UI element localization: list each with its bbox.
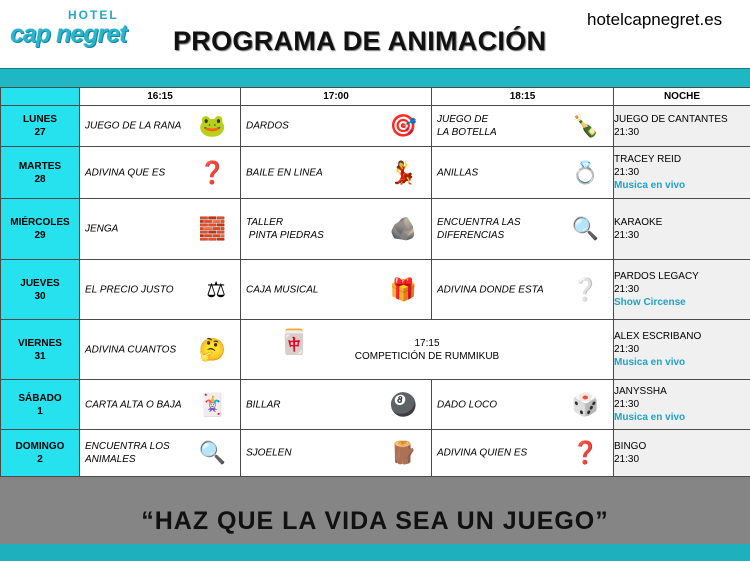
- activity-cell: [241, 430, 432, 477]
- day-number: 30: [34, 290, 46, 302]
- day-cell: [1, 430, 80, 477]
- noche-note: Musica en vivo: [614, 412, 686, 423]
- activity-label: ADIVINA QUE ES: [85, 167, 166, 178]
- slogan-band: [0, 477, 750, 544]
- activity-label: BILLAR: [246, 399, 281, 410]
- day-number: 27: [34, 127, 46, 138]
- day-name: LUNES: [23, 114, 57, 125]
- noche-act: BINGO: [614, 441, 647, 452]
- activity-cell: [80, 260, 241, 320]
- activity-cell: [80, 430, 241, 477]
- noche-note: Musica en vivo: [614, 357, 686, 368]
- activity-label: ENCUENTRA LAS DIFERENCIAS: [437, 217, 521, 241]
- magnifier-icon: 🔍: [198, 440, 226, 465]
- noche-cell: [614, 430, 750, 477]
- noche-act: TRACEY REID: [614, 154, 682, 165]
- table-row: [1, 320, 750, 380]
- noche-note: Show Circense: [614, 297, 686, 308]
- rummikub-tiles-icon: 🀄: [279, 329, 309, 356]
- col-header-1700: 17:00: [241, 88, 432, 106]
- noche-act: KARAOKE: [614, 217, 663, 228]
- activity-label: ADIVINA CUANTOS: [85, 344, 177, 355]
- schedule-table: [0, 87, 750, 477]
- header-teal-bar: [0, 68, 750, 88]
- activity-label: CAJA MUSICAL: [246, 284, 319, 295]
- gift-box-icon: 🎁: [389, 276, 417, 302]
- activity-cell: [432, 380, 614, 430]
- table-row: [1, 260, 750, 320]
- activity-cell: [241, 147, 432, 199]
- activity-cell: [241, 380, 432, 430]
- span-time: 17:15: [414, 337, 440, 349]
- activity-cell: [432, 106, 614, 147]
- day-name: SÁBADO: [18, 392, 62, 404]
- span-activity: COMPETICIÓN DE RUMMIKUB: [354, 350, 500, 362]
- day-number: 31: [34, 350, 46, 362]
- activity-cell: [432, 260, 614, 320]
- activity-cell: [432, 147, 614, 199]
- activity-label: ADIVINA DONDE ESTA: [437, 284, 544, 295]
- noche-time: 21:30: [614, 127, 640, 138]
- logo-name-text: cap negret: [10, 20, 127, 48]
- activity-cell-span: [241, 320, 614, 380]
- line-dancers-icon: 💃: [389, 159, 417, 185]
- corner-cell: [1, 88, 80, 106]
- noche-cell: [614, 380, 750, 430]
- sjoelen-board-icon: 🪵: [389, 440, 417, 465]
- question-mark-icon: ❓: [198, 159, 226, 185]
- activity-cell: [432, 430, 614, 477]
- noche-note: Musica en vivo: [614, 180, 686, 191]
- noche-time: 21:30: [614, 284, 640, 295]
- day-name: MARTES: [18, 160, 62, 172]
- noche-act: ALEX ESCRIBANO: [614, 331, 702, 342]
- dice-icon: 🎲: [571, 391, 599, 417]
- frog-icon: 🐸: [198, 113, 226, 138]
- span-label: [241, 337, 613, 363]
- noche-cell: [614, 147, 750, 199]
- day-cell: [1, 380, 80, 430]
- table-row: [1, 147, 750, 199]
- day-number: 1: [37, 405, 43, 417]
- day-cell: [1, 320, 80, 380]
- activity-cell: [241, 106, 432, 147]
- red-question-icon: ❓: [571, 440, 599, 465]
- green-question-icon: ❔: [571, 276, 599, 302]
- noche-cell: [614, 199, 750, 260]
- activity-label: TALLER PINTA PIEDRAS: [246, 217, 324, 241]
- day-cell: [1, 147, 80, 199]
- activity-label: EL PRECIO JUSTO: [85, 284, 174, 295]
- day-number: 28: [34, 173, 46, 185]
- activity-label: JENGA: [85, 223, 119, 235]
- confused-face-icon: 🤔: [198, 336, 226, 362]
- noche-time: 21:30: [614, 399, 640, 410]
- playing-cards-icon: 🃏: [198, 391, 226, 417]
- noche-cell: [614, 320, 750, 380]
- activity-label: SJOELEN: [246, 447, 292, 459]
- price-scale-icon: ⚖: [206, 276, 226, 302]
- website-text: hotelcapnegret.es: [587, 10, 723, 29]
- billiards-icon: 🎱: [389, 391, 417, 417]
- slogan-text: “HAZ QUE LA VIDA SEA UN JUEGO”: [141, 507, 609, 535]
- day-name: VIERNES: [18, 337, 62, 349]
- activity-cell: [241, 199, 432, 260]
- rings-icon: 💍: [571, 159, 599, 185]
- noche-cell: [614, 260, 750, 320]
- noche-time: 21:30: [614, 454, 640, 465]
- noche-time: 21:30: [614, 167, 640, 178]
- day-name: MIÉRCOLES: [10, 217, 70, 228]
- col-header-noche: NOCHE: [614, 88, 750, 106]
- col-header-1815: 18:15: [432, 88, 614, 106]
- activity-label: JUEGO DE LA RANA: [85, 120, 182, 132]
- activity-label: DARDOS: [246, 120, 289, 132]
- activity-label: ANILLAS: [437, 167, 479, 178]
- noche-cell: [614, 106, 750, 147]
- dartboard-icon: 🎯: [389, 113, 417, 138]
- col-header-1615: 16:15: [80, 88, 241, 106]
- logo-hotel-text: HOTEL: [68, 8, 119, 22]
- table-row: [1, 380, 750, 430]
- activity-cell: [432, 199, 614, 260]
- jenga-tower-icon: 🧱: [198, 216, 226, 241]
- footer-teal-bar: [0, 544, 750, 561]
- activity-label: CARTA ALTA O BAJA: [85, 399, 182, 410]
- noche-time: 21:30: [614, 344, 640, 355]
- table-row: [1, 430, 750, 477]
- day-cell: [1, 106, 80, 147]
- activity-label: ENCUENTRA LOS ANIMALES: [85, 441, 170, 465]
- activity-cell: [80, 380, 241, 430]
- noche-act: JANYSSHA: [614, 386, 667, 397]
- noche-act: JUEGO DE CANTANTES: [614, 114, 728, 125]
- hotel-logo: [10, 8, 155, 48]
- activity-cell: [80, 320, 241, 380]
- painted-stone-icon: 🪨: [389, 216, 417, 241]
- activity-label: JUEGO DE LA BOTELLA: [437, 114, 497, 138]
- activity-label: BAILE EN LINEA: [246, 167, 323, 178]
- table-header-row: [1, 88, 750, 106]
- noche-time: 21:30: [614, 230, 640, 241]
- table-row: [1, 106, 750, 147]
- activity-cell: [80, 199, 241, 260]
- day-cell: [1, 199, 80, 260]
- day-number: 2: [37, 454, 43, 465]
- day-number: 29: [34, 230, 46, 241]
- bottle-icon: 🍾: [571, 113, 599, 138]
- activity-cell: [80, 147, 241, 199]
- activity-label: ADIVINA QUIEN ES: [437, 447, 528, 459]
- activity-cell: [80, 106, 241, 147]
- day-name: JUEVES: [20, 277, 60, 289]
- table-row: [1, 199, 750, 260]
- activity-label: DADO LOCO: [437, 399, 498, 410]
- activity-cell: [241, 260, 432, 320]
- day-cell: [1, 260, 80, 320]
- noche-act: PARDOS LEGACY: [614, 271, 699, 282]
- magnifier-icon: 🔍: [571, 216, 599, 241]
- day-name: DOMINGO: [15, 441, 65, 452]
- page-title: PROGRAMA DE ANIMACIÓN: [173, 26, 547, 56]
